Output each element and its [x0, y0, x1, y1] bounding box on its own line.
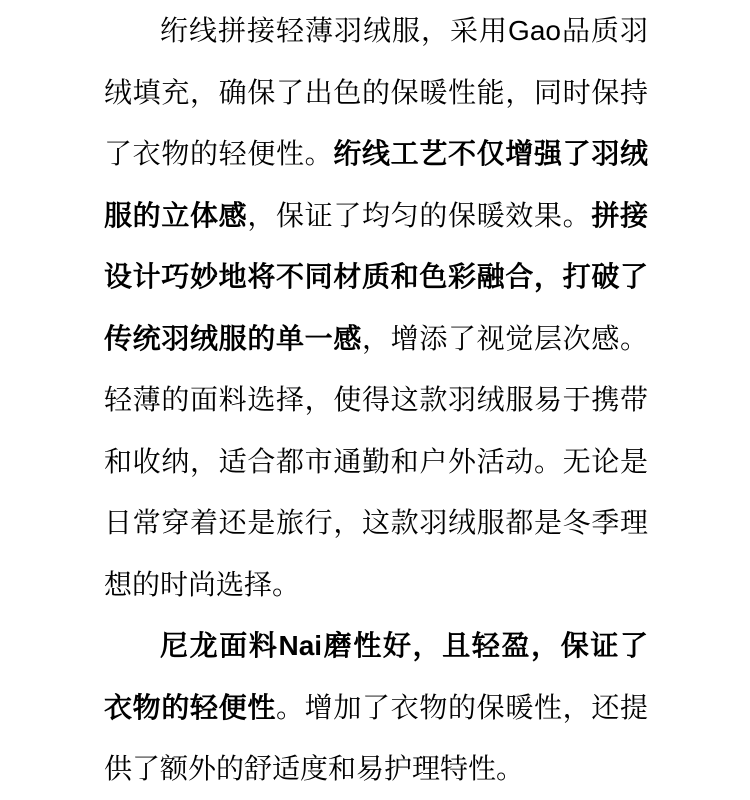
text-run-bold: 绗线工艺不仅增强了羽绒服的立体感	[104, 138, 648, 231]
text-run: 绗线拼接轻薄羽绒服，采用Gao品质羽绒填充，确保了出色的保暖性能，同时保持了衣物的轻便性。	[104, 15, 648, 169]
text-run: ，保证了均匀的保暖效果。	[247, 199, 592, 231]
paragraph-nylon-fabric	[104, 615, 648, 800]
text-run: ，增添了视觉层次感。轻薄的面料选择，使得这款羽绒服易于携带和收纳，适合都市通勤和户外活动。无论是日常穿着还是旅行，这款羽绒服都是冬季理想的时尚选择。	[104, 322, 648, 600]
paragraph-quilting-features	[104, 0, 648, 615]
text-run-bold: 拼接设计巧妙地将不同材质和色彩融合，打破了传统羽绒服的单一感	[104, 199, 648, 354]
text-run-bold: 尼龙面料Nai磨性好，且轻盈，保证了衣物的轻便性	[104, 630, 648, 723]
text-run: 。增加了衣物的保暖性，还提供了额外的舒适度和易护理特性。	[104, 691, 648, 784]
